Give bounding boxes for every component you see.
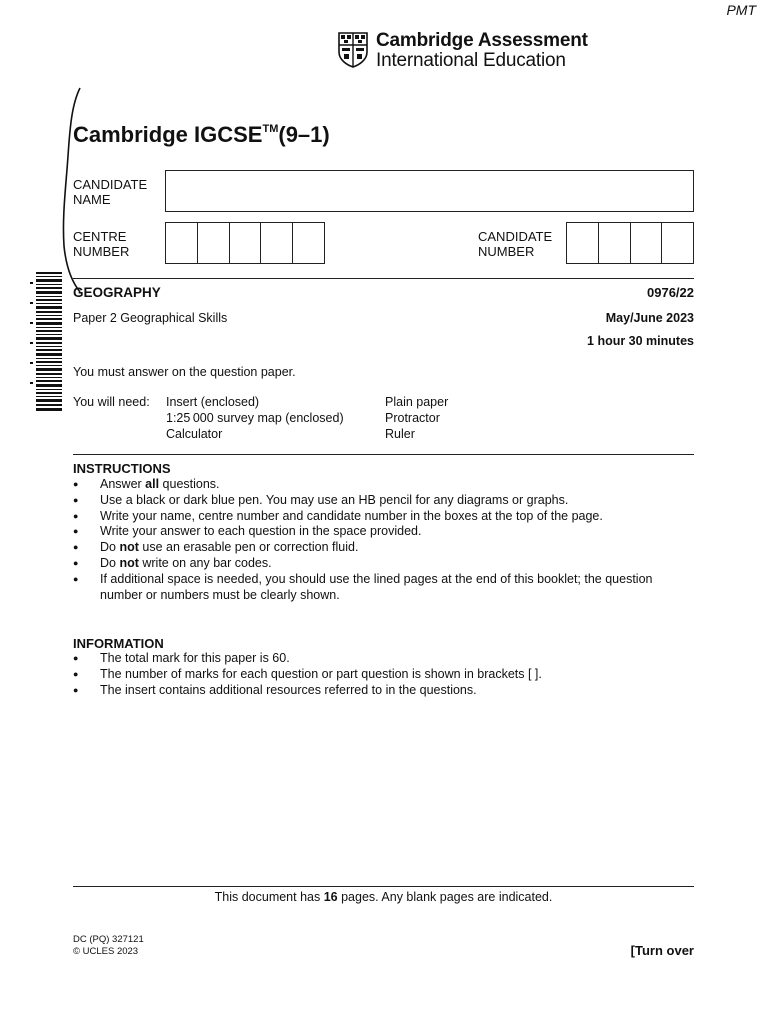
instruction-emphasis: not [119, 555, 139, 570]
centre-number-cell[interactable] [198, 223, 230, 263]
barcode [30, 272, 62, 412]
instruction-text: questions. [159, 477, 220, 491]
centre-number-cell[interactable] [261, 223, 293, 263]
candidate-number-label-line1: CANDIDATE [478, 229, 553, 244]
turn-over: [Turn over [630, 943, 694, 958]
qualification-title [73, 122, 330, 148]
instruction-text: number or numbers must be clearly shown. [100, 587, 340, 602]
material-item: Protractor [385, 410, 440, 425]
instruction-item: ● Write your name, centre number and candidate number in the boxes at the top of the page. [73, 509, 698, 525]
candidate-number-label [478, 229, 552, 259]
instruction-text: Do [100, 555, 120, 570]
materials-column-2 [385, 395, 448, 442]
instruction-text: write on any bar codes. [138, 555, 272, 570]
page-count-number: 16 [323, 890, 338, 904]
page-count-note [73, 890, 694, 904]
candidate-number-cell[interactable] [662, 223, 693, 263]
divider-footer [73, 886, 694, 887]
page-count-text: This document has [214, 890, 324, 904]
paper-code: 0976/22 [647, 285, 694, 300]
logo-text-secondary: International Education [376, 50, 566, 71]
instruction-text: use an erasable pen or correction fluid. [138, 540, 359, 555]
centre-number-boxes[interactable] [165, 222, 325, 264]
instruction-item [73, 540, 698, 556]
footer-codes [73, 934, 144, 958]
exam-session: May/June 2023 [605, 311, 694, 325]
candidate-name-label-line1: CANDIDATE [73, 177, 148, 192]
candidate-number-cell[interactable] [631, 223, 663, 263]
you-will-need-label: You will need: [73, 395, 150, 409]
material-item: Ruler [385, 426, 415, 441]
materials-column-1 [166, 395, 344, 442]
information-item: ● The number of marks for each question or part question is shown in brackets [ ]. [73, 667, 698, 683]
information-heading: INFORMATION [73, 636, 164, 651]
exam-duration: 1 hour 30 minutes [587, 334, 694, 348]
candidate-number-boxes[interactable] [566, 222, 694, 264]
qualification-name: Cambridge IGCSE [73, 122, 263, 147]
divider-middle [73, 454, 694, 455]
instruction-item [73, 556, 698, 572]
grade-scale: (9–1) [278, 122, 330, 147]
logo-text-primary: Cambridge Assessment [376, 30, 588, 51]
material-item: Calculator [166, 426, 223, 441]
information-item: ● The total mark for this paper is 60. [73, 651, 698, 667]
instruction-emphasis: not [119, 540, 139, 555]
information-list [73, 651, 698, 698]
divider-top [73, 278, 694, 279]
page-count-text: pages. Any blank pages are indicated. [337, 890, 553, 904]
centre-number-label-line2: NUMBER [73, 244, 130, 259]
instruction-item [73, 477, 698, 493]
instruction-item: ● Write your answer to each question in the space provided. [73, 524, 698, 540]
centre-number-cell[interactable] [166, 223, 198, 263]
candidate-number-label-line2: NUMBER [478, 244, 535, 259]
instructions-heading: INSTRUCTIONS [73, 461, 171, 476]
cambridge-shield-icon [338, 32, 368, 68]
instruction-item [73, 572, 698, 604]
trademark-symbol: TM [262, 123, 279, 135]
material-item: 1:25 000 survey map (enclosed) [166, 410, 344, 425]
candidate-name-label [73, 177, 147, 207]
material-item: Insert (enclosed) [166, 395, 260, 409]
paper-title: Paper 2 Geographical Skills [73, 311, 228, 325]
dc-code: DC (PQ) 327121 [73, 934, 144, 945]
subject-name: GEOGRAPHY [73, 285, 161, 300]
centre-number-label-line1: CENTRE [73, 229, 127, 244]
candidate-name-label-line2: NAME [73, 192, 111, 207]
candidate-name-box[interactable] [165, 170, 694, 212]
instruction-text: Answer [100, 477, 146, 491]
instruction-text: ● If additional space is needed, you should use the lined pages at the end of this booklet; the question [100, 571, 653, 586]
instructions-list [73, 477, 698, 603]
information-item: ● The insert contains additional resources referred to in the questions. [73, 683, 698, 699]
answer-note: You must answer on the question paper. [73, 365, 296, 379]
candidate-number-cell[interactable] [599, 223, 631, 263]
instruction-text: Do [100, 540, 120, 555]
centre-number-label [73, 229, 129, 259]
instruction-item: ● Use a black or dark blue pen. You may use an HB pencil for any diagrams or graphs. [73, 493, 698, 509]
copyright: © UCLES 2023 [73, 946, 139, 957]
pmt-watermark: PMT [726, 2, 756, 18]
material-item: Plain paper [385, 395, 449, 409]
centre-number-cell[interactable] [230, 223, 262, 263]
centre-number-cell[interactable] [293, 223, 324, 263]
candidate-number-cell[interactable] [567, 223, 599, 263]
instruction-emphasis: all [145, 477, 160, 491]
